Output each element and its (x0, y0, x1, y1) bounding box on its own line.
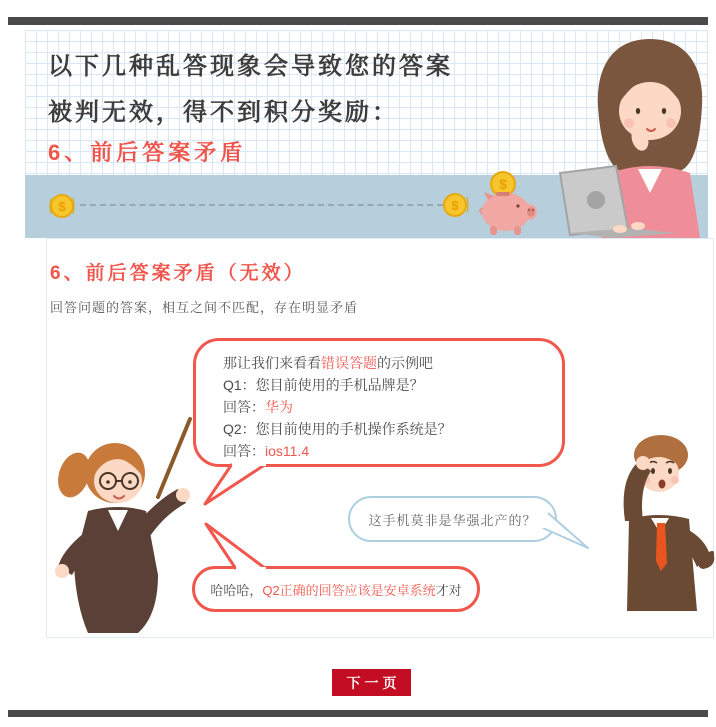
woman-laptop-illustration (558, 33, 710, 238)
svg-text:$: $ (451, 198, 459, 213)
dashed-path-line (80, 204, 443, 206)
svg-text:$: $ (58, 199, 66, 214)
bubble-a2-line: 回答：ios11.4 (223, 443, 310, 459)
bottom-divider (8, 710, 708, 717)
answer1-value: 华为 (265, 399, 293, 415)
bubble-q2-line: Q2：您目前使用的手机操作系统是？ (223, 421, 452, 437)
header-title-line1: 以下几种乱答现象会导致您的答案 (48, 53, 453, 80)
confused-man-illustration (583, 433, 716, 613)
section-heading: 6、前后答案矛盾（无效） (50, 263, 306, 284)
bubble-q1-line: Q1：您目前使用的手机品牌是？ (223, 377, 424, 393)
answer2-value: ios11.4 (265, 443, 310, 459)
question-speech-bubble: 这手机莫非是华强北产的？ (348, 496, 557, 542)
coin-icon (48, 192, 76, 220)
correct-answer-highlight: Q2正确的回答应该是安卓系统 (262, 582, 436, 598)
top-divider (8, 17, 708, 25)
wrong-answer-highlight: 错误答题 (321, 355, 377, 371)
next-page-button[interactable]: 下一页 (332, 669, 411, 696)
svg-text:$: $ (499, 176, 507, 192)
section-description: 回答问题的答案，相互之间不匹配，存在明显矛盾 (50, 300, 359, 315)
header-rule-title: 6、前后答案矛盾 (48, 140, 247, 165)
teacher-illustration (38, 415, 223, 633)
piggy-bank-icon (476, 168, 540, 236)
example-speech-bubble (193, 338, 565, 467)
header-title-line2: 被判无效，得不到积分奖励： (48, 99, 399, 126)
answer-speech-bubble: 哈哈哈， Q2正确的回答应该是安卓系统 才对 (192, 566, 480, 612)
coin-icon (442, 191, 470, 219)
bubble-intro-line: 那让我们来看看错误答题的示例吧 (223, 355, 433, 371)
bubble-a1-line: 回答：华为 (223, 399, 293, 415)
